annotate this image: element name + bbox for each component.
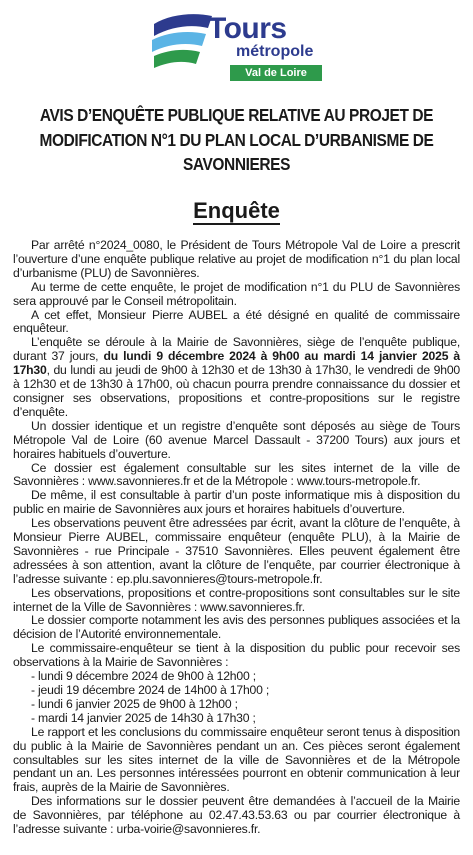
list-item: - lundi 9 décembre 2024 de 9h00 à 12h00 ; bbox=[31, 669, 256, 684]
paragraph: Le rapport et les conclusions du commissaire enquêteur seront tenus à disposition du public à la Mairie de Savonnières pendant un an. Ces pièces seront également consultables sur les sites internet de la ville de Savonnières et de la Métropole pendant un an. Les personnes intéressées pourront en obtenir communication à leur frais, auprès de la Mairie de Savonnières. bbox=[13, 724, 460, 795]
paragraph: Le commissaire-enquêteur se tient à la disposition du public pour recevoir ses observations à la Mairie de Savonnières : bbox=[13, 641, 460, 670]
logo-swoosh-icon bbox=[150, 10, 214, 70]
paragraph: De même, il est consultable à partir d’un poste informatique mis à disposition du public en mairie de Savonnières aux jours et horaires habituels d’ouverture. bbox=[13, 488, 460, 517]
list-item: - mardi 14 janvier 2025 de 14h30 à 17h30 ; bbox=[31, 710, 256, 725]
paragraph: Des informations sur le dossier peuvent être demandées à l’accueil de la Mairie de Savonnières, par téléphone au 02.47.43.53.63 ou par courrier électronique à l’adresse suivante : urba-voirie@savonnieres.fr. bbox=[13, 794, 460, 837]
notice-body bbox=[13, 239, 460, 837]
tours-metropole-logo bbox=[150, 10, 340, 82]
paragraph: Par arrêté n°2024_0080, le Président de Tours Métropole Val de Loire a prescrit l’ouverture d’une enquête publique relative au projet de modification n°1 du plan local d’urbanisme (PLU) de Savonnières. bbox=[13, 238, 460, 280]
paragraph: Ce dossier est également consultable sur les sites internet de la ville de Savonnières : www.savonnieres.fr et de la Métropole : www.tours-metropole.fr. bbox=[13, 460, 460, 489]
section-heading-text: Enquête bbox=[193, 198, 280, 223]
list-item: - jeudi 19 décembre 2024 de 14h00 à 17h00 ; bbox=[31, 683, 270, 697]
section-heading bbox=[0, 198, 473, 224]
enquiry-period: du lundi 9 décembre 2024 à 9h00 au mardi 14 janvier 2025 à 17h30 bbox=[13, 349, 460, 378]
notice-title: AVIS D’ENQUÊTE PUBLIQUE RELATIVE AU PROJET DE MODIFICATION N°1 DU PLAN LOCAL D’URBANISME DE SAVONNIERES bbox=[39, 105, 434, 174]
paragraph: A cet effet, Monsieur Pierre AUBEL a été désigné en qualité de commissaire enquêteur. bbox=[13, 307, 460, 336]
logo-region-badge: Val de Loire bbox=[230, 65, 322, 81]
paragraph: Les observations peuvent être adressées par écrit, avant la clôture de l’enquête, à Monsieur Pierre AUBEL, commissaire enquêteur (enquête PLU), à la Mairie de Savonnières - rue Principale - 37510 Savonnières. Elles peuvent également être adressées à son attention, avant la clôture de l’enquête, par courrier électronique à l’adresse suivante : ep.plu.savonnieres@tours-metropole.fr. bbox=[13, 516, 460, 586]
text-run: , du lundi au jeudi de 9h00 à 12h30 et de 13h30 à 17h30, le vendredi de 9h00 à 12h30 et de 13h30 à 17h00, où chacun pourra prendre connaissance du dossier et consigner ses observations, propositions et contre-propositions sur le registre d’enquête. bbox=[13, 363, 460, 419]
paragraph: Les observations, propositions et contre-propositions sont consultables sur le site internet de la Ville de Savonnières : www.savonnieres.fr. bbox=[13, 585, 460, 614]
paragraph: Un dossier identique et un registre d’enquête sont déposés au siège de Tours Métropole Val de Loire (60 avenue Marcel Dassault - 37200 Tours) aux jours et horaires habituels d’ouverture. bbox=[13, 418, 460, 461]
text-run: L’enquête se déroule à la Mairie de Savonnières, siège de l’enquête publique, durant 37 jours, bbox=[13, 335, 460, 364]
paragraph-enquiry-dates bbox=[13, 336, 460, 419]
logo-sub-text: métropole bbox=[236, 43, 314, 60]
paragraph: Le dossier comporte notamment les avis des personnes publiques associées et la décision de l’Autorité environnementale. bbox=[13, 613, 460, 642]
paragraph: Au terme de cette enquête, le projet de modification n°1 du PLU de Savonnières sera approuvé par le Conseil métropolitain. bbox=[13, 279, 460, 308]
list-item: - lundi 6 janvier 2025 de 9h00 à 12h00 ; bbox=[31, 696, 238, 711]
logo-brand-text: Tours bbox=[208, 12, 287, 45]
